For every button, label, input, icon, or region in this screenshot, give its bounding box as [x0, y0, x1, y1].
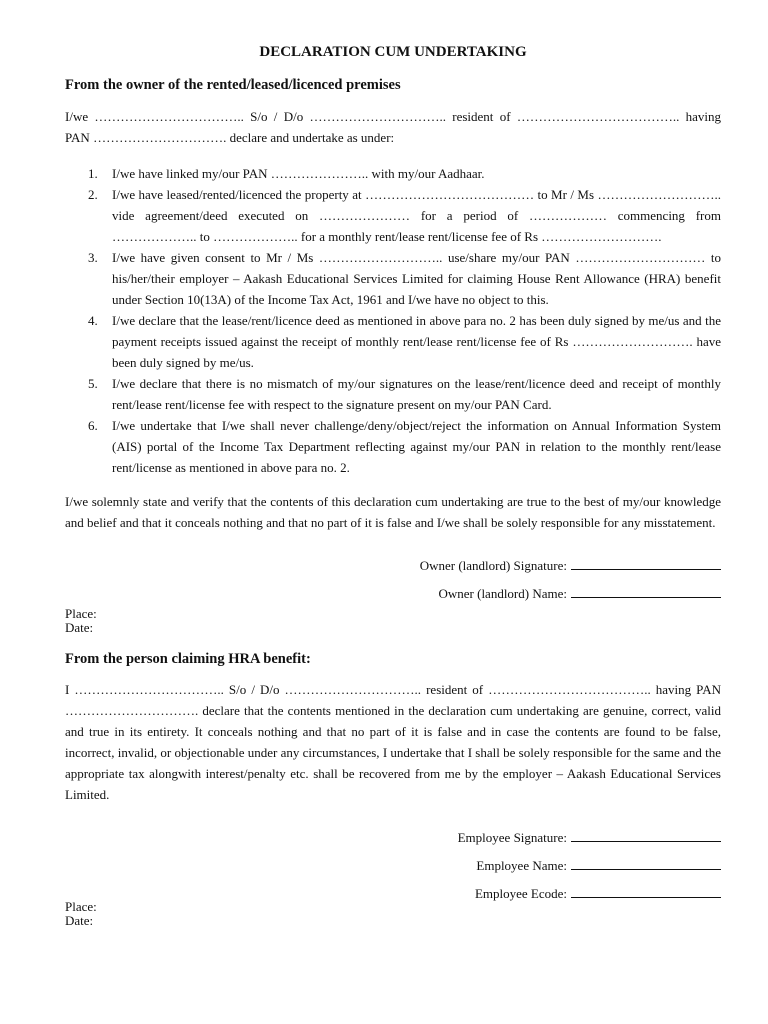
employee-ecode-label: Employee Ecode: — [474, 886, 567, 901]
list-item: 3. I/we have given consent to Mr / Ms ……………………….. use/share my/our PAN ………………………… to his/her/their employer – Aakash Educational Services Limited for claiming House Rent Allowance (HRA) benefit under Section 10(13A) of the Income Tax Act, 1961 and I/we have no object to this. — [88, 250, 721, 307]
owner-date-label: Date: — [65, 620, 94, 635]
owner-section-heading: From the owner of the rented/leased/licenced premises — [65, 77, 401, 93]
list-item: 2. I/we have leased/rented/licenced the property at ………………………………… to Mr / Ms ……………………….. vide agreement/deed executed on ………………… for a period of ……………… commencing from ……………….. to ……………….. for a monthly rent/lease rent/license fee of Rs ………………………. — [88, 187, 721, 244]
employee-signature-label: Employee Signature: — [457, 830, 567, 845]
signature-line — [571, 585, 721, 598]
employee-signature-field[interactable] — [458, 829, 721, 846]
owner-place-label: Place: — [65, 606, 97, 621]
owner-signature-label: Owner (landlord) Signature: — [419, 558, 567, 573]
employee-name-field[interactable] — [476, 857, 721, 874]
signature-line — [571, 557, 721, 570]
list-item: 1. I/we have linked my/our PAN ………………….. with my/our Aadhaar. — [88, 166, 485, 181]
owner-intro-paragraph: I/we …………………………….. S/o / D/o ………………………….. resident of ……………………………….. having PAN …………………………. declare and undertake as under: — [65, 109, 721, 145]
list-item: 4. I/we declare that the lease/rent/licence deed as mentioned in above para no. 2 has been duly signed by me/us and the payment receipts issued against the receipt of monthly rent/lease rent/license fee of Rs ………………………. have been duly signed by me/us. — [88, 313, 721, 370]
owner-declaration-paragraph: I/we solemnly state and verify that the contents of this declaration cum undertaking are true to the best of my/our knowledge and belief and that it conceals nothing and that no part of it is false and I/we shall be solely responsible for any misstatement. — [65, 494, 721, 530]
document-title: DECLARATION CUM UNDERTAKING — [259, 44, 527, 60]
employee-name-label: Employee Name: — [476, 858, 567, 873]
owner-undertaking-list — [65, 163, 721, 478]
list-item: 6. I/we undertake that I/we shall never challenge/deny/object/reject the information on Annual Information System (AIS) portal of the Income Tax Department reflecting against my/our PAN in relation to the monthly rent/lease rent/license as mentioned in above para no. 2. — [88, 418, 721, 475]
employee-section-heading: From the person claiming HRA benefit: — [65, 651, 311, 667]
employee-date-label: Date: — [65, 913, 94, 928]
owner-name-field[interactable] — [438, 585, 721, 602]
signature-line — [571, 885, 721, 898]
employee-declaration-paragraph: I …………………………….. S/o / D/o ………………………….. resident of ……………………………….. having PAN …………………………. declare that the contents mentioned in the declaration cum undertaking are genuine, correct, valid and true in its entirety. It conceals nothing and that no part of it is false and in case the contents are found to be false, incorrect, invalid, or objectionable under any circumstances, I undertake that I shall be solely responsible for the same and the appropriate tax alongwith interest/penalty etc. shall be recovered from me by the employer – Aakash Educational Services Limited. — [65, 682, 721, 802]
owner-name-label: Owner (landlord) Name: — [438, 586, 567, 601]
owner-signature-field[interactable] — [420, 557, 721, 574]
signature-line — [571, 829, 721, 842]
signature-line — [571, 857, 721, 870]
list-item: 5. I/we declare that there is no mismatch of my/our signatures on the lease/rent/licence deed and receipt of monthly rent/lease rent/license fee with respect to the signature present on my/our PAN Card. — [88, 376, 721, 412]
employee-ecode-field[interactable] — [475, 885, 721, 902]
employee-place-label: Place: — [65, 899, 97, 914]
